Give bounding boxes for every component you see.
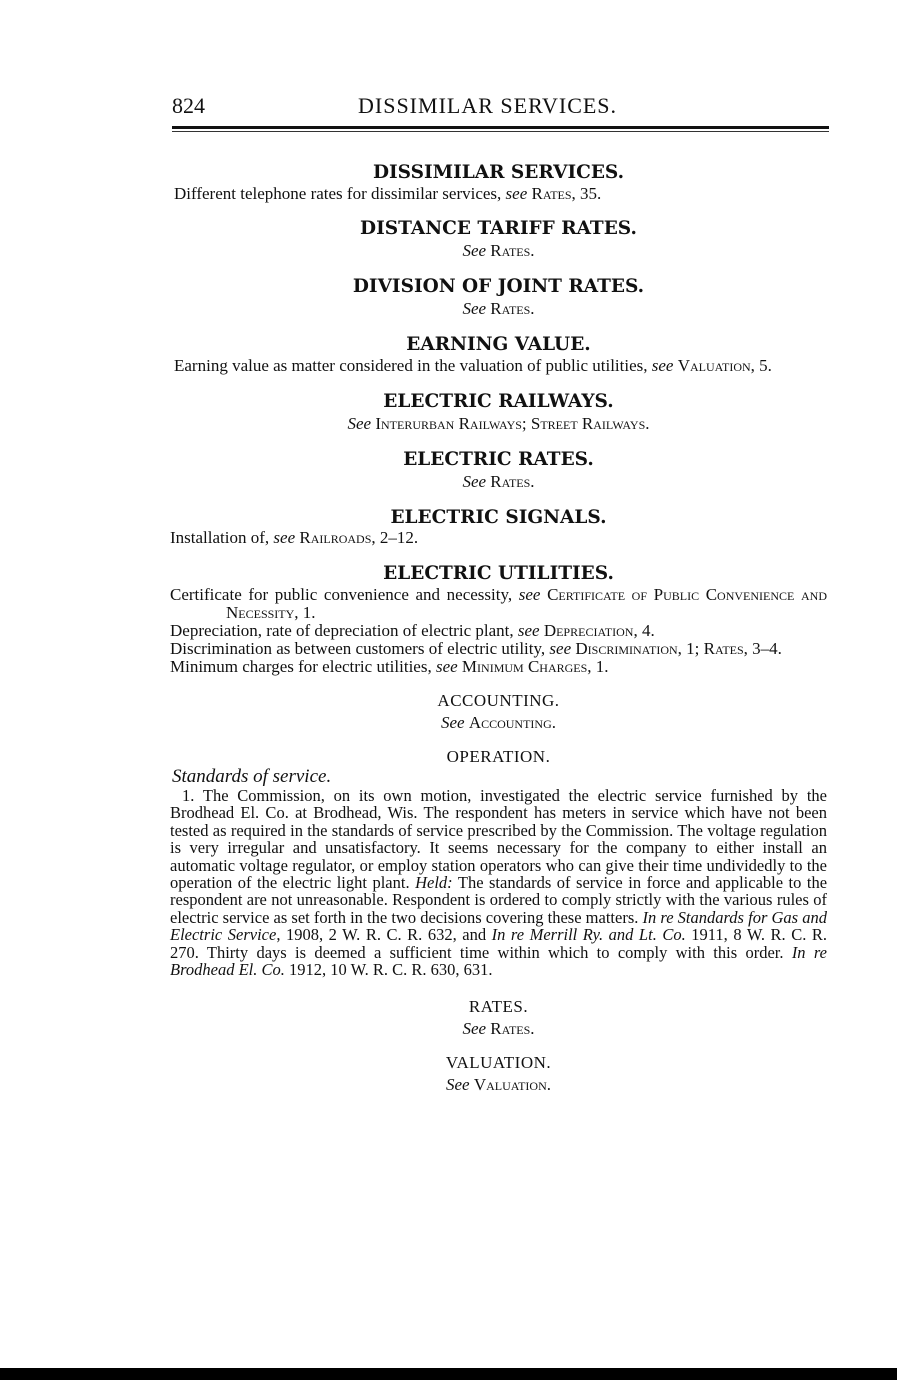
cross-reference: Valuation. xyxy=(473,1075,552,1095)
cross-reference: Minimum Charges xyxy=(461,657,588,676)
cross-reference: Railroads xyxy=(299,528,372,547)
heading-distance-tariff-rates: DISTANCE TARIFF RATES. xyxy=(360,218,637,239)
heading-electric-rates: ELECTRIC RATES. xyxy=(403,449,594,470)
paragraph-text: The standards of service in force and applicable to the respondent are not unreasonable. Respondent is ordered to comply strictly with the various rules of electric service as set forth in the two decisions covering these matters. xyxy=(170,873,828,927)
entry-dissimilar-services xyxy=(170,185,827,203)
paragraph-text: 1. The Commission, on its own motion, investigated the electric service furnished by the Brodhead El. Co. at Brodhead, Wis. The respondent has meters in service which have not been tested as required in the standards of service prescribed by the Commission. The voltage regulation is very irregular and unsatisfactory. It seems necessary for the company to either install an automatic voltage regulator, or employ station operators who can give their time undividedly to the operation of the electric light plant. xyxy=(170,786,827,893)
page-number: 824 xyxy=(172,93,205,118)
heading-earning-value: EARNING VALUE. xyxy=(406,334,591,355)
see-word: see xyxy=(273,528,296,547)
entry-text: Earning value as matter considered in the valuation of public utilities, xyxy=(174,356,648,375)
side-heading-standards: Standards of service. xyxy=(172,766,332,787)
see-word: See xyxy=(462,472,487,491)
cross-reference: Valuation xyxy=(677,356,751,375)
entry-text: Different telephone rates for dissimilar services, xyxy=(174,184,502,203)
reference-number: , 1; xyxy=(677,639,700,658)
subheading-rates: RATES. xyxy=(468,997,529,1017)
paragraph-text: 1912, 10 W. R. C. R. 630, 631. xyxy=(289,960,493,980)
see-line-division xyxy=(170,300,827,318)
reference-number: , 1. xyxy=(587,657,609,676)
entry-text: Certificate for public convenience and necessity, xyxy=(170,585,513,604)
cross-reference: Certificate of Public Convenience and Necessity xyxy=(226,585,827,622)
cross-reference: Interurban Railways; Street Railways. xyxy=(375,414,650,433)
reference-number: , 5. xyxy=(750,356,772,375)
see-word: see xyxy=(518,585,541,604)
cross-reference: Discrimination xyxy=(575,639,678,658)
subheading-operation: OPERATION. xyxy=(446,747,551,766)
entry-earning-value xyxy=(170,357,827,375)
paragraph-text: , 1908, 2 W. R. C. R. 632, and xyxy=(276,925,487,945)
running-title: DISSIMILAR SERVICES. xyxy=(358,93,618,118)
subheading-accounting: ACCOUNTING. xyxy=(437,691,560,710)
heading-division-joint-rates: DIVISION OF JOINT RATES. xyxy=(352,276,645,297)
see-line-electric-rates xyxy=(170,473,827,491)
reference-number: , 35. xyxy=(571,184,602,203)
reference-number: , 4. xyxy=(633,621,655,640)
see-word: see xyxy=(549,639,572,658)
entry-discrimination xyxy=(170,640,827,658)
entry-depreciation xyxy=(170,622,827,640)
cross-reference: Rates. xyxy=(490,1019,535,1039)
held-label: Held: xyxy=(415,873,453,893)
heading-electric-utilities: ELECTRIC UTILITIES. xyxy=(383,563,614,584)
heading-dissimilar-services: DISSIMILAR SERVICES. xyxy=(372,162,625,183)
see-word: See xyxy=(462,1019,487,1039)
header-rule-thin xyxy=(172,131,829,132)
cross-reference-rates: Rates xyxy=(703,639,744,658)
see-word: See xyxy=(462,299,487,318)
see-line-distance xyxy=(170,242,827,260)
see-word: see xyxy=(517,621,540,640)
running-head xyxy=(172,93,827,125)
operation-paragraph xyxy=(170,787,827,978)
see-word: see xyxy=(435,657,458,676)
scan-bottom-edge xyxy=(0,1368,897,1380)
case-citation: In re Merrill Ry. and Lt. Co. xyxy=(491,925,686,945)
cross-reference: Rates xyxy=(531,184,572,203)
entry-minimum-charges xyxy=(170,658,827,676)
see-line-accounting xyxy=(170,714,827,732)
cross-reference: Depreciation xyxy=(543,621,634,640)
reference-number: , 2–12. xyxy=(371,528,419,547)
case-citation: In re Standards for Gas and Electric Service xyxy=(170,907,827,945)
reference-number: , 3–4. xyxy=(743,639,782,658)
see-word: see xyxy=(651,356,674,375)
index-content xyxy=(170,160,827,1094)
entry-electric-signals xyxy=(170,529,827,547)
heading-electric-signals: ELECTRIC SIGNALS. xyxy=(390,507,607,528)
case-citation: In re Brodhead El. Co. xyxy=(170,942,828,980)
entry-text: Depreciation, rate of depreciation of electric plant, xyxy=(170,621,514,640)
entry-text: Minimum charges for electric utilities, xyxy=(170,657,432,676)
see-line-valuation xyxy=(170,1076,827,1094)
see-line-railways xyxy=(170,415,827,433)
entry-text: Discrimination as between customers of electric utility, xyxy=(170,639,546,658)
cross-reference: Rates. xyxy=(490,241,535,260)
reference-number: , 1. xyxy=(294,603,316,622)
see-word: See xyxy=(440,713,465,732)
entry-text: Installation of, xyxy=(170,528,270,547)
cross-reference: Rates. xyxy=(490,472,535,491)
heading-electric-railways: ELECTRIC RAILWAYS. xyxy=(383,391,614,412)
paragraph-text: 1911, 8 W. R. C. R. 270. Thirty days is deemed a sufficient time within which to comply with this order. xyxy=(170,925,828,962)
cross-reference: Accounting. xyxy=(468,713,557,732)
see-word: see xyxy=(505,184,528,203)
see-word: See xyxy=(347,414,372,433)
entry-certificate xyxy=(170,586,827,622)
see-word: See xyxy=(462,241,487,260)
see-line-rates xyxy=(170,1020,827,1038)
see-word: See xyxy=(445,1075,470,1095)
header-rule xyxy=(172,126,829,129)
subheading-valuation: VALUATION. xyxy=(445,1053,552,1073)
cross-reference: Rates. xyxy=(490,299,535,318)
